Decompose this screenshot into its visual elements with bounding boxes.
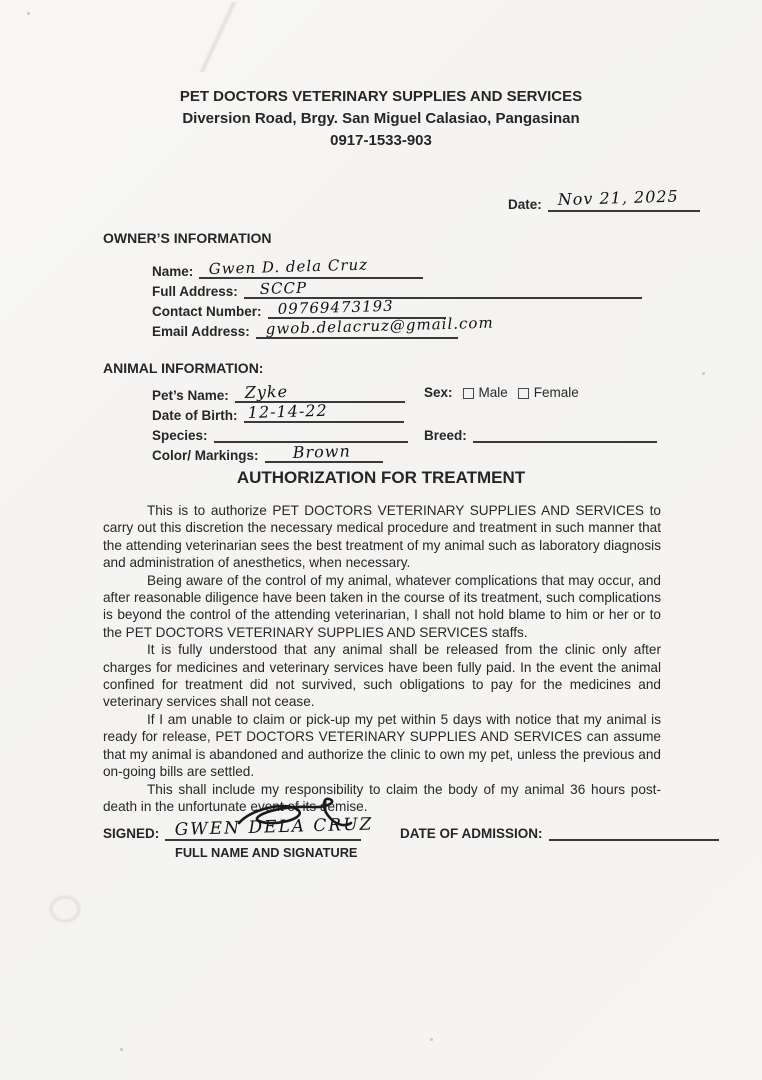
color-markings-field	[152, 441, 383, 463]
date-of-admission-label: DATE OF ADMISSION:	[400, 826, 543, 841]
animal-section-title: ANIMAL INFORMATION:	[103, 360, 264, 376]
breed-label: Breed:	[424, 428, 467, 443]
color-markings-label: Color/ Markings:	[152, 448, 259, 463]
pets-name-field	[152, 381, 405, 403]
pets-name-label: Pet’s Name:	[152, 388, 229, 403]
signed-line	[165, 814, 374, 841]
owner-section-title: OWNER’S INFORMATION	[103, 230, 272, 246]
full-address-handwriting: SCCP	[259, 278, 308, 298]
owner-email-field	[152, 313, 494, 339]
name-line	[199, 255, 423, 279]
sex-female-label: Female	[533, 385, 579, 400]
paper-smudge	[50, 896, 80, 922]
date-of-birth-field	[152, 400, 404, 423]
contact-number-label: Contact Number:	[152, 304, 262, 319]
clinic-phone: 0917-1533-903	[330, 132, 432, 149]
authorization-body	[103, 502, 661, 815]
authorization-paragraph-3: It is fully understood that any animal shall be released from the clinic only after charges for medicines and veterinary services have been fully paid. In the event the animal confined for treatment did not survived, such obligations to pay for the medicines and veterinary services shall not cease.	[103, 642, 661, 710]
signature-flourish-icon	[233, 797, 353, 837]
date-of-birth-line	[244, 400, 404, 423]
date-of-birth-handwriting: 12-14-22	[246, 400, 328, 422]
owner-name-field	[152, 255, 423, 279]
female-checkbox-icon	[518, 388, 529, 399]
name-label: Name:	[152, 264, 194, 279]
full-address-label: Full Address:	[152, 284, 238, 299]
sex-field	[424, 385, 579, 400]
signed-field	[103, 814, 374, 841]
date-handwriting: Nov 21, 2025	[557, 186, 679, 209]
species-label: Species:	[152, 428, 208, 443]
paper-speck	[120, 1048, 123, 1051]
signature-caption: FULL NAME AND SIGNATURE	[175, 845, 358, 860]
date-of-admission-line	[549, 823, 719, 841]
breed-field	[424, 425, 657, 443]
paper-crease	[188, 2, 248, 72]
species-line	[214, 425, 408, 443]
paper-speck	[702, 372, 705, 375]
paper-speck	[430, 1038, 433, 1041]
sex-male-label: Male	[478, 385, 508, 400]
date-line	[548, 186, 700, 212]
authorization-title: AUTHORIZATION FOR TREATMENT	[236, 468, 526, 487]
authorization-paragraph-4: If I am unable to claim or pick-up my pet within 5 days with notice that my animal is ready for release, PET DOCTORS VETERINARY SUPPLIES AND SERVICES can assume that my animal is abandoned and authorize the clinic to own my pet, unless the previous and on-going bills are settled.	[103, 711, 661, 780]
date-of-admission-field	[400, 823, 719, 841]
sex-label: Sex:	[424, 385, 453, 400]
authorization-paragraph-5: This shall include my responsibility to claim the body of my animal 36 hours post-death in the unfortunate event of its demise.	[103, 781, 661, 814]
breed-line	[473, 425, 657, 443]
owner-address-field	[152, 278, 642, 299]
date-field	[508, 186, 700, 212]
male-checkbox-icon	[463, 388, 474, 399]
species-field	[152, 425, 408, 443]
pets-name-handwriting: Zyke	[244, 381, 289, 402]
signed-handwriting: GWEN DELA CRUZ	[174, 814, 374, 840]
name-handwriting: Gwen D. dela Cruz	[208, 255, 369, 278]
full-address-line	[244, 278, 642, 299]
paper-speck	[27, 12, 30, 15]
email-address-line	[256, 313, 494, 339]
clinic-name: PET DOCTORS VETERINARY SUPPLIES AND SERVICES	[179, 88, 583, 105]
clinic-address: Diversion Road, Brgy. San Miguel Calasiao, Pangasinan	[182, 110, 580, 127]
color-markings-line	[265, 441, 383, 463]
color-markings-handwriting: Brown	[291, 441, 351, 462]
date-of-birth-label: Date of Birth:	[152, 408, 238, 423]
date-label: Date:	[508, 197, 542, 212]
authorization-paragraph-2: Being aware of the control of my animal, whatever complications that may occur, and after reasonable diligence have been taken in the course of its treatment, such complications is beyond the control of the attending veterinarian, I shall not hold blame to him or her or to the PET DOCTORS VETERINARY SUPPLIES AND SERVICES staffs.	[103, 572, 661, 640]
signed-label: SIGNED:	[103, 826, 160, 841]
contact-number-handwriting: 09769473193	[277, 296, 394, 318]
email-address-handwriting: gwob.delacruz@gmail.com	[265, 313, 494, 338]
authorization-paragraph-1: This is to authorize PET DOCTORS VETERINARY SUPPLIES AND SERVICES to carry out this discretion the necessary medical procedure and treatment in such manner that the attending veterinarian sees the best treatment of my animal such as laboratory diagnosis and administration of anesthetics, when necessary.	[103, 503, 661, 571]
form-header	[0, 86, 762, 152]
email-address-label: Email Address:	[152, 324, 250, 339]
